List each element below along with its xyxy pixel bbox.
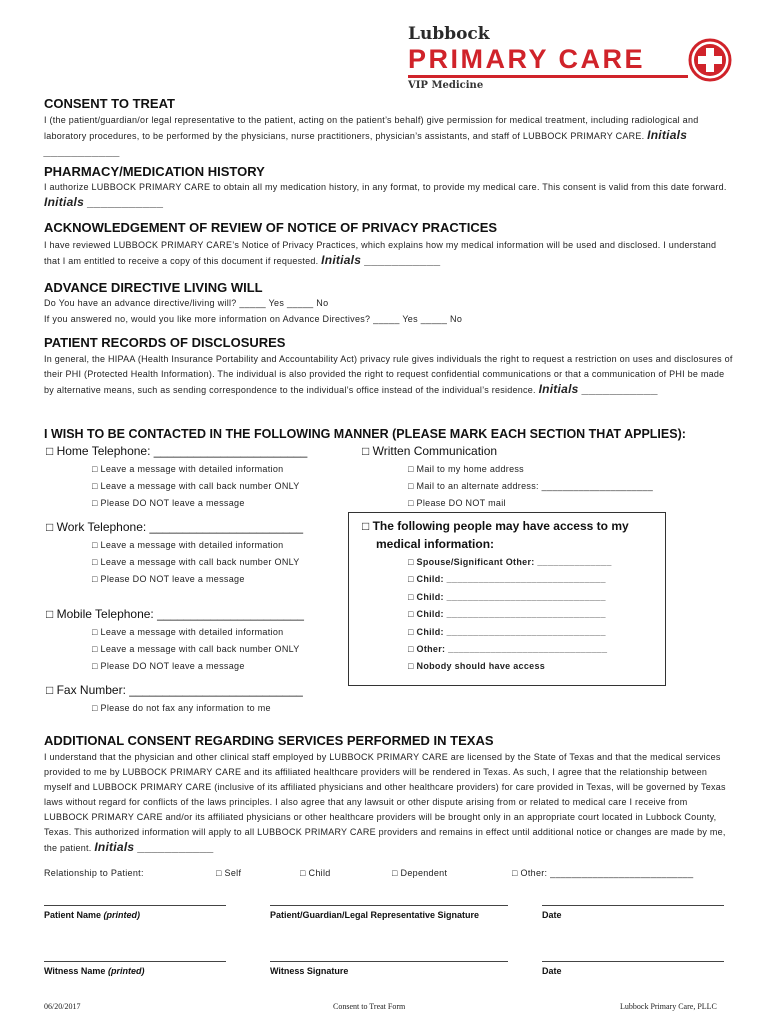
relationship-dependent-checkbox[interactable]: □ Dependent: [392, 868, 448, 878]
work-telephone-field[interactable]: □ Work Telephone: _______________________: [46, 520, 304, 534]
pharmacy-heading: PHARMACY/MEDICATION HISTORY: [44, 164, 265, 179]
guardian-signature-label: Patient/Guardian/Legal Representative Signature: [270, 910, 480, 920]
privacy-initials[interactable]: Initials ___________: [321, 253, 441, 267]
advance-heading: ADVANCE DIRECTIVE LIVING WILL: [44, 280, 263, 295]
home-option[interactable]: □ Leave a message with call back number ONLY: [92, 481, 300, 491]
access-option[interactable]: □ Child: ______________________________: [408, 574, 606, 584]
witness-name-label: Witness Name (printed): [44, 966, 145, 976]
mobile-telephone-field[interactable]: □ Mobile Telephone: ______________________: [46, 607, 304, 621]
logo-underline: [408, 75, 688, 78]
access-option[interactable]: □ Other: ______________________________: [408, 644, 608, 654]
fax-option[interactable]: □ Please do not fax any information to me: [92, 703, 271, 713]
work-option[interactable]: □ Please DO NOT leave a message: [92, 574, 245, 584]
date-label: Date: [542, 910, 562, 920]
pharmacy-text: I authorize LUBBOCK PRIMARY CARE to obtain all my medication history, in any format, to provide my medical care. This consent is valid from this date forward. Initials ___________: [44, 182, 727, 209]
relationship-child-checkbox[interactable]: □ Child: [300, 868, 331, 878]
access-option[interactable]: □ Child: ______________________________: [408, 592, 606, 602]
consent-heading: CONSENT TO TREAT: [44, 96, 175, 111]
home-option[interactable]: □ Please DO NOT leave a message: [92, 498, 245, 508]
footer-form-name: Consent to Treat Form: [333, 1002, 406, 1011]
access-option[interactable]: □ Spouse/Significant Other: ______________: [408, 557, 612, 567]
access-option[interactable]: □ Nobody should have access: [408, 661, 546, 671]
relationship-other-checkbox[interactable]: □ Other: ___________________________: [512, 868, 694, 878]
disclosures-heading: PATIENT RECORDS OF DISCLOSURES: [44, 335, 286, 350]
privacy-heading: ACKNOWLEDGEMENT OF REVIEW OF NOTICE OF PRIVACY PRACTICES: [44, 220, 498, 235]
patient-name-line[interactable]: [44, 905, 226, 906]
witness-date-label: Date: [542, 966, 562, 976]
consent-text: I (the patient/guardian/or legal representative to the patient, acting on the patient’s behalf) give permission for medical treatment, including radiological and laboratory procedures, to be performed by the physicians, nurse practitioners, physician’s assistants, and staff of LUBBOCK PRIMARY CARE. Initials ___________: [44, 115, 699, 158]
written-option[interactable]: □ Mail to an alternate address: _____________________: [408, 481, 654, 491]
disclosures-text: In general, the HIPAA (Health Insurance Portability and Accountability Act) privacy rule gives individuals the right to request a restriction on uses and disclosures of their PHI (Protected Health Information). The individual is also provided the right to request confidential communications or that a communication of PHI be made by alternative means, such as sending correspondence to the individual’s office instead of the individual’s residence. Initials ___________: [44, 354, 733, 396]
home-option[interactable]: □ Leave a message with detailed information: [92, 464, 284, 474]
mobile-option[interactable]: □ Please DO NOT leave a message: [92, 661, 245, 671]
guardian-signature-line[interactable]: [270, 905, 508, 906]
disclosures-initials[interactable]: Initials ___________: [538, 382, 659, 396]
written-option[interactable]: □ Please DO NOT mail: [408, 498, 506, 508]
contact-heading: I WISH TO BE CONTACTED IN THE FOLLOWING MANNER (PLEASE MARK EACH SECTION THAT APPLIES):: [44, 427, 686, 441]
date-line[interactable]: [542, 905, 724, 906]
home-telephone-field[interactable]: □ Home Telephone: _______________________: [46, 444, 308, 458]
logo-title: PRIMARY CARE: [408, 44, 646, 74]
witness-signature-label: Witness Signature: [270, 966, 349, 976]
access-option[interactable]: □ Child: ______________________________: [408, 627, 606, 637]
consent-initials[interactable]: Initials ___________: [44, 128, 688, 158]
witness-date-line[interactable]: [542, 961, 724, 962]
advance-line-2[interactable]: If you answered no, would you like more information on Advance Directives? _____ Yes _____ No: [44, 314, 463, 324]
texas-heading: ADDITIONAL CONSENT REGARDING SERVICES PERFORMED IN TEXAS: [44, 733, 494, 748]
texas-text: I understand that the physician and other clinical staff employed by LUBBOCK PRIMARY CARE are licensed by the State of Texas and that the medical services provided to me by LUBBOCK PRIMARY CARE and its affiliated healthcare providers will be rendered in Texas. As such, I agree that the relationship between myself and LUBBOCK PRIMARY CARE (inclusive of its affiliated physicians and other healthcare providers) for care provided in Texas, will be governed by Texas laws without regard for conflicts of the laws principles. I also agree that any lawsuit or other dispute arising from or related to medical care I receive from LUBBOCK PRIMARY CARE and/or its affiliated physicians or other healthcare providers will be brought only in an appropriate court located in Lubbock County, Texas. This authorized information will apply to all LUBBOCK PRIMARY CARE providers and remains in effect until additional notice or changes are made by me, the patient. Initials ___________: [44, 752, 726, 854]
written-communication-checkbox[interactable]: □ Written Communication: [362, 444, 498, 458]
work-option[interactable]: □ Leave a message with call back number ONLY: [92, 557, 300, 567]
work-option[interactable]: □ Leave a message with detailed information: [92, 540, 284, 550]
logo-tagline: VIP Medicine: [408, 80, 484, 91]
access-option[interactable]: □ Child: ______________________________: [408, 609, 606, 619]
access-checkbox[interactable]: □ The following people may have access to my: [362, 519, 629, 533]
texas-initials[interactable]: Initials ___________: [94, 840, 215, 854]
relationship-self-checkbox[interactable]: □ Self: [216, 868, 242, 878]
mobile-option[interactable]: □ Leave a message with call back number ONLY: [92, 644, 300, 654]
footer-organization: Lubbock Primary Care, PLLC: [620, 1002, 717, 1011]
footer-date: 06/20/2017: [44, 1002, 81, 1011]
mobile-option[interactable]: □ Leave a message with detailed information: [92, 627, 284, 637]
pharmacy-initials[interactable]: Initials ___________: [44, 195, 164, 209]
written-option[interactable]: □ Mail to my home address: [408, 464, 524, 474]
fax-number-field[interactable]: □ Fax Number: __________________________: [46, 683, 303, 697]
witness-signature-line[interactable]: [270, 961, 508, 962]
relationship-label: Relationship to Patient:: [44, 868, 144, 878]
medical-cross-icon: [688, 38, 732, 82]
witness-name-line[interactable]: [44, 961, 226, 962]
patient-name-label: Patient Name (printed): [44, 910, 141, 920]
access-label: medical information:: [376, 537, 495, 551]
privacy-text: I have reviewed LUBBOCK PRIMARY CARE’s Notice of Privacy Practices, which explains how my medical information will be used and disclosed. I understand that I am entitled to receive a copy of this document if requested. Initials ___________: [44, 240, 717, 267]
logo-name: Lubbock: [408, 24, 490, 44]
advance-line-1[interactable]: Do You have an advance directive/living will? _____ Yes _____ No: [44, 298, 329, 308]
